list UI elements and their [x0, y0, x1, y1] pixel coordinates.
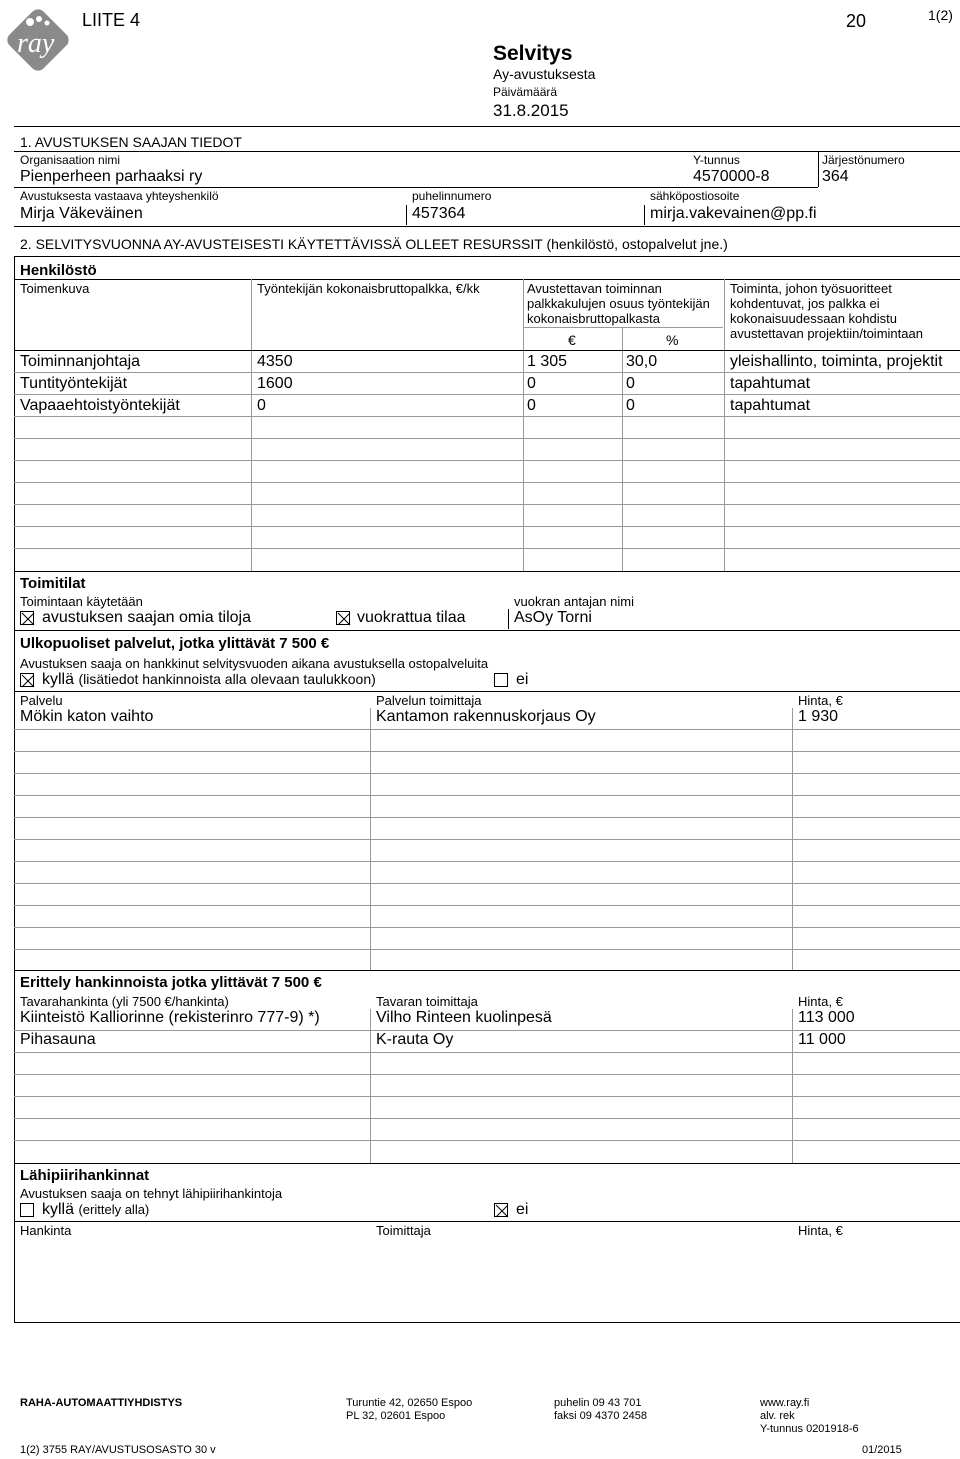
jarjestonumero-label: Järjestönumero	[822, 153, 905, 167]
staff-role: Tuntityöntekijät	[20, 375, 128, 392]
ytunnus-value: 4570000-8	[693, 168, 770, 185]
attachment-label: LIITE 4	[82, 10, 141, 30]
col-share-eur-header: €	[568, 332, 576, 348]
staff-salary: 0	[257, 397, 266, 414]
related-no-checkbox[interactable]	[494, 1203, 508, 1217]
procurement-price: 11 000	[798, 1031, 846, 1048]
rented-premises-label: vuokrattua tilaa	[357, 609, 466, 626]
external-no-label: ei	[516, 671, 529, 688]
external-no-checkbox[interactable]	[494, 673, 508, 687]
col-hankinta-header: Hankinta	[20, 1223, 72, 1238]
col-share-header: Avustettavan toiminnan palkkakulujen osuus työntekijän kokonaisbruttopalkasta	[527, 281, 710, 326]
footer-form-date: 01/2015	[862, 1444, 902, 1456]
landlord-value: AsOy Torni	[514, 609, 592, 626]
ray-logo	[2, 4, 74, 76]
page-number: 1(2)	[928, 7, 953, 23]
page-title: Selvitys	[493, 42, 573, 65]
related-yes-label	[42, 1201, 149, 1219]
own-premises-checkbox[interactable]	[20, 611, 34, 625]
staff-share-pct: 0	[626, 397, 635, 414]
service-price: 1 930	[798, 708, 839, 725]
staff-share-eur: 0	[527, 375, 536, 392]
premises-used-label: Toimintaan käytetään	[20, 594, 143, 609]
service-provider: Kantamon rakennuskorjaus Oy	[376, 708, 596, 725]
staff-activity: tapahtumat	[730, 375, 811, 392]
form-number: 20	[846, 11, 867, 31]
staff-salary: 1600	[257, 375, 293, 392]
staff-heading: Henkilöstö	[20, 262, 97, 279]
related-question: Avustuksen saaja on tehnyt lähipiirihankintoja	[20, 1186, 283, 1201]
org-name-label: Organisaation nimi	[20, 153, 121, 167]
external-yes-checkbox[interactable]	[20, 673, 34, 687]
external-heading: Ulkopuoliset palvelut, jotka ylittävät 7 500 €	[20, 635, 330, 652]
col-price-header: Hinta, €	[798, 994, 843, 1009]
phone-label: puhelinnumero	[412, 189, 492, 203]
staff-activity: tapahtumat	[730, 397, 811, 414]
procurement-item: Kiinteistö Kalliorinne (rekisterinro 777-9) *)	[20, 1009, 320, 1026]
col-supplier-header: Tavaran toimittaja	[376, 994, 478, 1009]
related-yes-note: (erittely alla)	[78, 1202, 150, 1217]
service-name: Mökin katon vaihto	[20, 708, 154, 725]
logo-text: ray	[17, 28, 55, 59]
page-subtitle: Ay-avustuksesta	[493, 66, 596, 82]
col-service-header: Palvelu	[20, 693, 63, 708]
col-toimittaja-header: Toimittaja	[376, 1223, 431, 1238]
footer-vat: alv. rek	[760, 1410, 795, 1422]
staff-activity: yleishallinto, toiminta, projektit	[730, 353, 943, 370]
col-item-header: Tavarahankinta (yli 7500 €/hankinta)	[20, 994, 229, 1009]
phone-value: 457364	[412, 205, 466, 222]
section1-title: 1. AVUSTUKSEN SAAJAN TIEDOT	[20, 134, 242, 150]
procurement-supplier: Vilho Rinteen kuolinpesä	[376, 1009, 552, 1026]
col-salary-header: Työntekijän kokonaisbruttopalkka, €/kk	[257, 281, 480, 296]
footer-fax: faksi 09 4370 2458	[554, 1410, 647, 1422]
contact-label: Avustuksesta vastaava yhteyshenkilö	[20, 189, 219, 203]
procurement-supplier: K-rauta Oy	[376, 1031, 454, 1048]
email-value: mirja.vakevainen@pp.fi	[650, 205, 817, 222]
external-yes-text: kyllä	[42, 671, 75, 688]
procurement-item: Pihasauna	[20, 1031, 96, 1048]
external-yes-note: (lisätiedot hankinnoista alla olevaan taulukkoon)	[78, 671, 376, 687]
external-yes-label	[42, 671, 376, 689]
staff-share-pct: 30,0	[626, 353, 658, 370]
premises-heading: Toimitilat	[20, 575, 86, 592]
email-label: sähköpostiosoite	[650, 189, 740, 203]
staff-share-eur: 1 305	[527, 353, 568, 370]
footer-ytunnus: Y-tunnus 0201918-6	[760, 1423, 859, 1435]
procurements-heading: Erittely hankinnoista jotka ylittävät 7 500 €	[20, 974, 322, 991]
own-premises-label: avustuksen saajan omia tiloja	[42, 609, 252, 626]
col-price-header: Hinta, €	[798, 693, 843, 708]
staff-role: Vapaaehtoistyöntekijät	[20, 397, 180, 414]
footer-form-code: 1(2) 3755 RAY/AVUSTUSOSASTO 30 v	[20, 1444, 216, 1456]
ytunnus-label: Y-tunnus	[693, 153, 740, 167]
footer-website: www.ray.fi	[760, 1397, 810, 1409]
date-label: Päivämäärä	[493, 85, 558, 99]
col-provider-header: Palvelun toimittaja	[376, 693, 482, 708]
staff-share-eur: 0	[527, 397, 536, 414]
footer-phone: puhelin 09 43 701	[554, 1397, 642, 1409]
contact-value: Mirja Väkeväinen	[20, 205, 143, 222]
footer-org: RAHA-AUTOMAATTIYHDISTYS	[20, 1397, 183, 1409]
staff-share-pct: 0	[626, 375, 635, 392]
col-hinta-header: Hinta, €	[798, 1223, 843, 1238]
col-share-pct-header: %	[666, 332, 679, 348]
related-yes-text: kyllä	[42, 1201, 75, 1218]
related-no-label: ei	[516, 1201, 529, 1218]
staff-role: Toiminnanjohtaja	[20, 353, 141, 370]
footer-address2: PL 32, 02601 Espoo	[346, 1410, 446, 1422]
related-yes-checkbox[interactable]	[20, 1203, 34, 1217]
procurement-price: 113 000	[798, 1009, 855, 1026]
org-name-value: Pienperheen parhaaksi ry	[20, 168, 203, 185]
date-value: 31.8.2015	[493, 101, 569, 120]
jarjestonumero-value: 364	[822, 168, 849, 185]
external-question: Avustuksen saaja on hankkinut selvitysvuoden aikana avustuksella ostopalveluita	[20, 656, 489, 671]
staff-salary: 4350	[257, 353, 293, 370]
section2-title: 2. SELVITYSVUONNA AY-AVUSTEISESTI KÄYTETTÄVISSÄ OLLEET RESURSSIT (henkilöstö, ostopalvelut jne.)	[20, 236, 728, 252]
rented-premises-checkbox[interactable]	[336, 611, 350, 625]
related-heading: Lähipiirihankinnat	[20, 1167, 150, 1184]
col-role-header: Toimenkuva	[20, 281, 90, 296]
footer-address1: Turuntie 42, 02650 Espoo	[346, 1397, 473, 1409]
landlord-label: vuokran antajan nimi	[514, 594, 634, 609]
col-activity-header: Toiminta, johon työsuoritteet kohdentuvat, jos palkka ei kokonaisuudessaan kohdistu avustettavan projektiin/toimintaan	[730, 281, 923, 341]
